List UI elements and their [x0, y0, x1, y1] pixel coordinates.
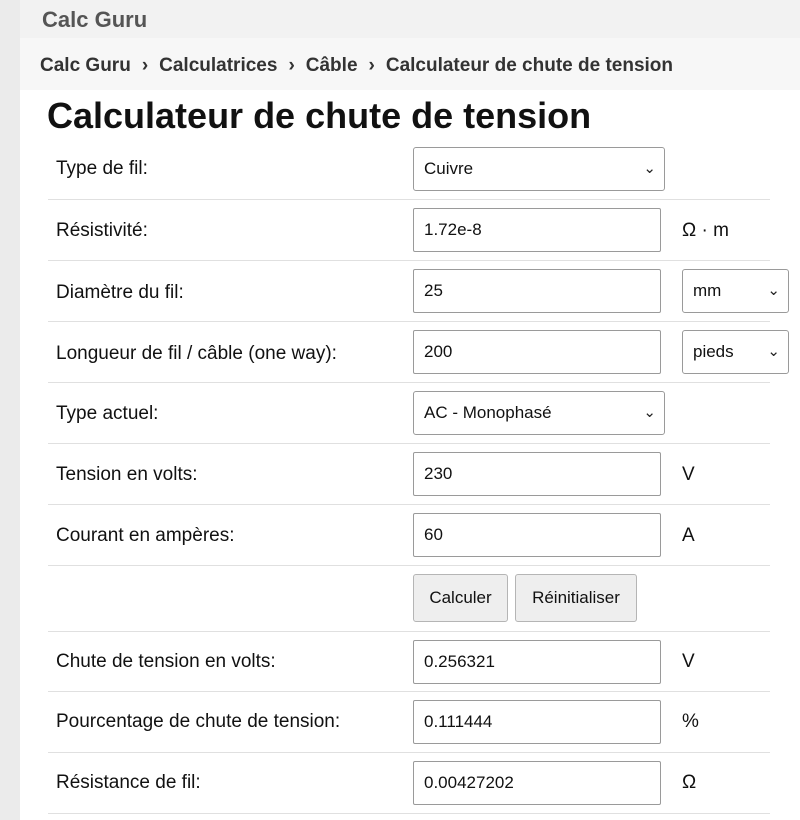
length-input[interactable]: [413, 330, 661, 374]
diameter-label: Diamètre du fil:: [56, 282, 184, 303]
row-wire-type: [48, 140, 770, 200]
voltage-drop-value: 0.256321: [424, 652, 495, 671]
breadcrumb-home[interactable]: Calc Guru: [40, 55, 131, 76]
wire-resistance-unit: Ω: [682, 772, 697, 793]
diameter-unit-value: mm: [693, 281, 722, 300]
breadcrumb-separator: ›: [288, 55, 295, 76]
reset-button[interactable]: Réinitialiser: [515, 574, 637, 622]
percent-drop-unit: %: [682, 711, 699, 732]
resistivity-unit: Ω · m: [682, 220, 729, 241]
row-voltage: [48, 444, 770, 505]
voltage-unit: V: [682, 464, 695, 485]
calculate-button[interactable]: Calculer: [413, 574, 508, 622]
site-logo-link[interactable]: Calc Guru: [42, 7, 148, 32]
wire-type-select[interactable]: [413, 147, 665, 191]
diameter-value: 25: [424, 281, 443, 300]
row-diameter: [48, 261, 780, 322]
page: [20, 0, 800, 820]
row-length: [48, 322, 780, 383]
length-unit-select[interactable]: [682, 330, 789, 374]
wire-resistance-label: Résistance de fil:: [56, 772, 201, 793]
wire-type-value: Cuivre: [424, 159, 474, 178]
row-current: [48, 505, 770, 566]
diameter-unit-select[interactable]: [682, 269, 789, 313]
breadcrumb-calculators[interactable]: Calculatrices: [159, 55, 278, 76]
row-resistivity: [48, 200, 770, 261]
row-voltage-drop: [48, 632, 770, 692]
breadcrumb-separator: ›: [368, 55, 375, 76]
breadcrumb-current[interactable]: Calculateur de chute de tension: [385, 55, 674, 76]
chevron-down-icon: ⌄: [643, 404, 656, 421]
resistivity-input[interactable]: [413, 208, 661, 252]
current-value: 60: [424, 525, 443, 544]
percent-drop-value: 0.111444: [424, 712, 493, 731]
current-label: Courant en ampères:: [56, 525, 235, 546]
current-input[interactable]: [413, 513, 661, 557]
chevron-down-icon: ⌄: [767, 282, 780, 299]
voltage-drop-unit: V: [682, 651, 695, 672]
row-percent-drop: [48, 692, 770, 753]
current-unit: A: [682, 525, 695, 546]
wire-resistance-value: 0.00427202: [424, 773, 514, 792]
voltage-drop-label: Chute de tension en volts:: [56, 651, 276, 672]
percent-drop-output[interactable]: [413, 700, 661, 744]
chevron-down-icon: ⌄: [767, 343, 780, 360]
voltage-drop-output[interactable]: [413, 640, 661, 684]
length-label: Longueur de fil / câble (one way):: [56, 343, 337, 364]
voltage-value: 230: [424, 464, 453, 483]
voltage-label: Tension en volts:: [56, 464, 198, 485]
row-buttons: [48, 566, 770, 632]
breadcrumb-separator: ›: [141, 55, 149, 76]
resistivity-value: 1.72e-8: [424, 220, 482, 239]
row-wire-resistance: [48, 753, 770, 814]
current-type-label: Type actuel:: [56, 403, 159, 424]
length-unit-value: pieds: [693, 342, 734, 361]
percent-drop-label: Pourcentage de chute de tension:: [56, 711, 341, 732]
current-type-value: AC - Monophasé: [424, 403, 552, 422]
diameter-input[interactable]: [413, 269, 661, 313]
voltage-input[interactable]: [413, 452, 661, 496]
page-title: Calculateur de chute de tension: [47, 95, 592, 136]
length-value: 200: [424, 342, 453, 361]
chevron-down-icon: ⌄: [643, 160, 656, 177]
wire-type-label: Type de fil:: [56, 158, 148, 179]
resistivity-label: Résistivité:: [56, 220, 148, 241]
breadcrumb-cable[interactable]: Câble: [305, 55, 358, 76]
top-bar: [20, 0, 800, 38]
wire-resistance-output[interactable]: [413, 761, 661, 805]
current-type-select[interactable]: [413, 391, 665, 435]
row-current-type: [48, 383, 770, 444]
breadcrumb: [40, 55, 673, 77]
